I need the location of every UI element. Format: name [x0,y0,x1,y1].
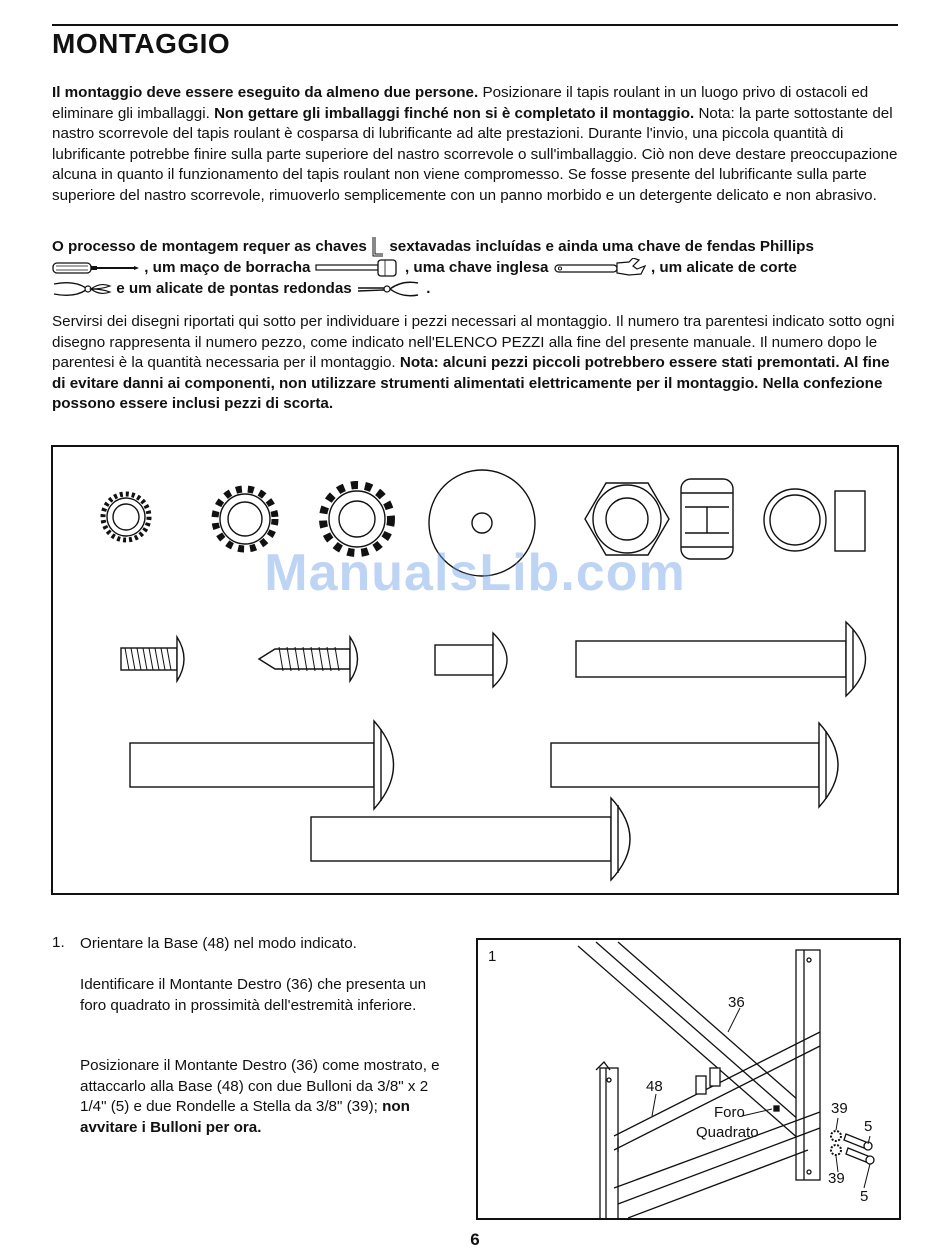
tools-text-2: sextavadas incluídas e ainda uma chave de fendas Phillips [389,238,814,256]
figure-number: 1 [488,948,497,965]
label-5-top: 5 [864,1118,873,1135]
step-text-3 [80,1056,450,1138]
label-48: 48 [646,1078,663,1095]
tools-text-5: , um alicate de corte [650,259,797,276]
long-bolt-icon [576,622,866,696]
parts-drawing [53,447,897,893]
leader-lines [652,1008,873,1188]
spacer-icon [835,491,865,551]
left-vertical-post [596,1062,618,1218]
label-5-bottom: 5 [860,1188,869,1205]
tools-text-4: , uma chave inglesa [404,259,549,276]
watermark: ManualsLib.com [264,544,686,602]
intro-bold-1: Il montaggio deve essere eseguito da almeno due persone. [52,84,479,101]
label-quadrato: Quadrato [696,1124,759,1141]
step-text-3-bold: non avvitare i Bulloni per ora. [80,1098,410,1136]
rubber-mallet-icon [315,258,401,278]
label-36: 36 [728,994,745,1011]
intro-paragraph [52,83,902,206]
label-39-bottom: 39 [828,1170,845,1187]
star-washer-small-icon [103,494,149,540]
assembly-figure [476,938,901,1220]
long-bolt-icon [551,723,838,807]
step-text-2: Identificare il Montante Destro (36) che presenta un foro quadrato in prossimità dell'estremità inferiore. [80,976,427,1014]
tools-text-3: , um maço de borracha [144,259,311,276]
short-bolt-icon [435,633,507,687]
hex-key-icon [371,236,385,258]
parts-identification-box [51,445,899,895]
top-rule [52,24,898,26]
right-vertical-post [796,950,820,1180]
intro-text-2: Nota: la parte sottostante del nastro scorrevole del tapis roulant è cosparsa di lubrificante ad alte prestazioni. Durante l'invio, una piccola quantità di lubrificante potrebbe finire sulla parte superiore del nastro scorrevole o sull'imballaggio. Ciò non deve destare preoccupazione alcuna in quanto il funzionamento del tapis roulant non viene compromesso. Se fosse presente del lubrificante sulla parte superiore del nastro scorrevole, rimuoverlo semplicemente con un panno morbido e un detergente delicato e non abrasivo. [52,104,898,204]
instructions-bold: Nota: alcuni pezzi piccoli potrebbero essere stati premontati. Al fine di evitare danni ai componenti, non utilizzare strumenti alimentati elettricamente per il montaggio. Nella confezione possono essere inclusi pezzi di scorta. [52,354,890,412]
intro-text-1: Posizionare il tapis roulant in un luogo privo di ostacoli ed eliminare gli imballaggi. [52,84,869,122]
tools-text-1: O processo de montagem requer as chaves [52,238,367,256]
step-text-3-plain: Posizionare il Montante Destro (36) come mostrato, e attaccarlo alla Base (48) con due Bulloni da 3/8" x 2 1/4" (5) e due Rondelle a Stella da 3/8" (39); [80,1057,440,1115]
tools-text-6: e um alicate de pontas redondas [116,280,352,297]
star-washer-medium-icon [215,489,275,549]
machine-screw-icon [121,637,184,681]
intro-bold-2: Non gettare gli imballaggi finché non si è completato il montaggio. [209,104,695,122]
star-washer-39 [831,1131,841,1155]
bracket [696,1068,720,1094]
long-bolt-icon [130,721,394,809]
tools-text-7: . [426,280,431,297]
page-number: 6 [470,1230,480,1249]
long-bolt-icon [311,798,630,880]
step-text-1: Orientare la Base (48) nel modo indicato. [80,935,357,952]
screwdriver-icon [52,260,140,276]
instructions-text: Servirsi dei disegni riportati qui sotto per individuare i pezzi necessari al montaggio. Il numero tra parentesi indicato sotto ogni disegno rappresenta il numero pezzo, come indicato nell'ELENCO PEZZI alla fine del presente manuale. Il numero dopo le parentesi è la quantità necessaria per il montaggio. [52,313,895,371]
cutting-pliers-icon [52,280,112,298]
square-hole [774,1106,779,1111]
ring-spacer-icon [764,489,826,551]
label-39-top: 39 [831,1100,848,1117]
tools-paragraph [52,236,902,299]
page-title: MONTAGGIO [52,28,231,59]
wood-screw-icon [259,637,358,681]
adjustable-wrench-icon [553,258,647,278]
step-number: 1. [52,934,65,951]
label-foro: Foro [714,1104,745,1121]
round-nose-pliers-icon [356,280,422,298]
instructions-paragraph [52,312,902,415]
